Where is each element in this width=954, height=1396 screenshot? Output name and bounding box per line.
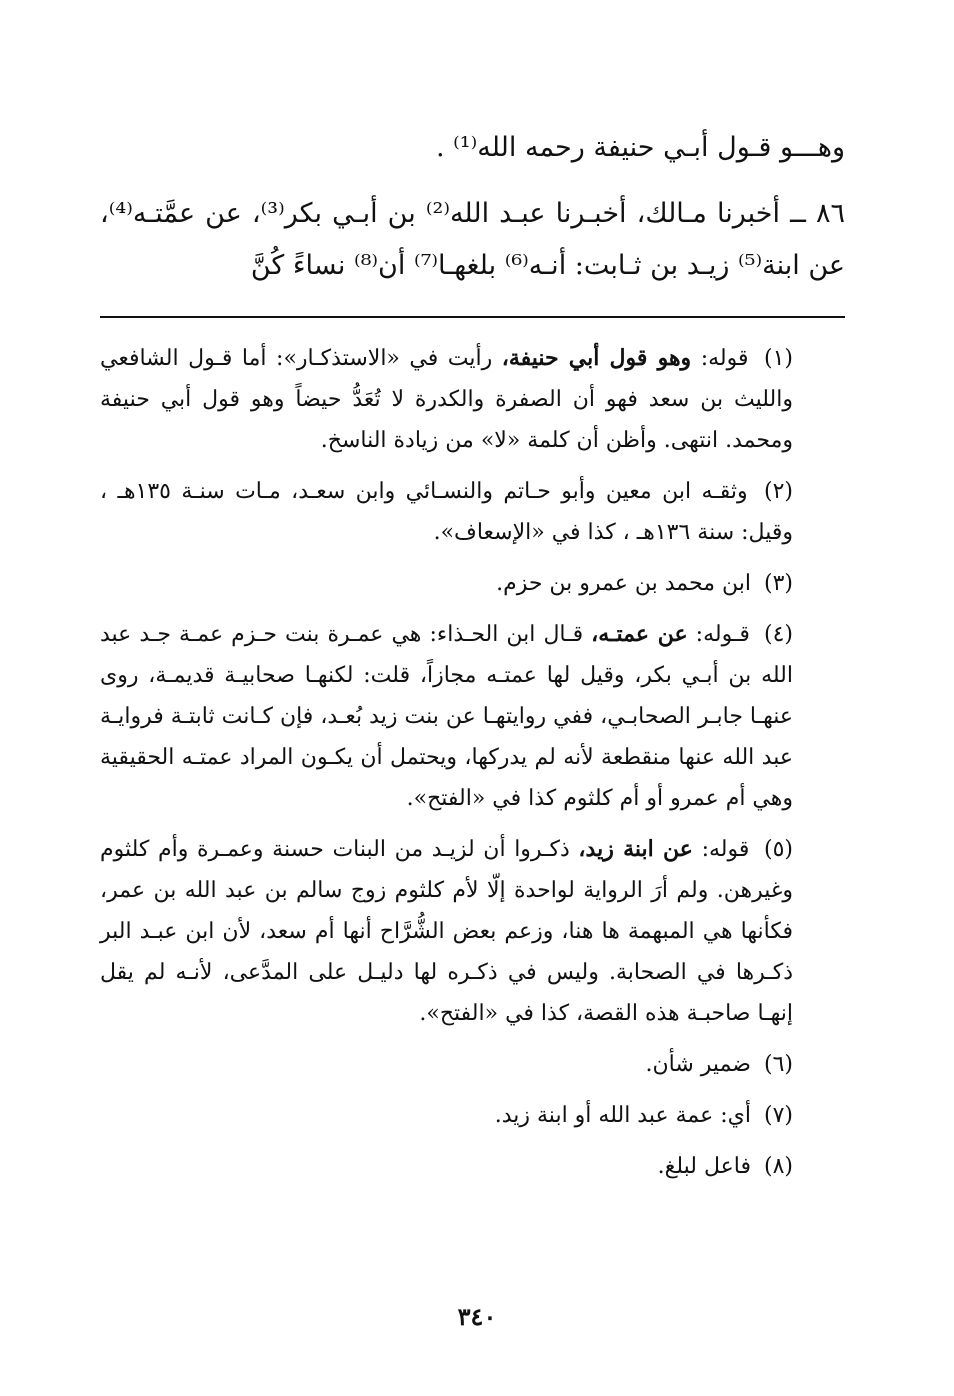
footnote-lead: قوله: (701, 837, 750, 862)
footnote-lead: قـوله: (695, 622, 750, 647)
footnote-number: (٨) (763, 1154, 793, 1179)
footnote-text: ابن محمد بن عمرو بن حزم. (496, 571, 751, 596)
footnote-6 (100, 1044, 845, 1085)
footnote-4 (100, 614, 845, 819)
footnote-1 (100, 338, 845, 461)
footnote-lead: قوله: (700, 346, 749, 371)
main-text-first-line (100, 122, 845, 174)
footnote-text: وثقـه ابن معين وأبو حـاتم والنسـائي وابن سعـد، مـات سنـة ١٣٥هـ ، وقيل: سنة ١٣٦هـ ، كذا في «الإسعاف». (100, 479, 793, 545)
footnote-text: ذكـروا أن لزيـد من البنات حسنة وعمـرة وأم كلثوم وغيرهن. ولم أرَ الرواية لواحدة إلّا لأم كلثوم زوج سالم بن عبد الله بن عمر، فكأنها هي المبهمة ها هنا، وزعم بعض الشُّرَّاح أنها أم سعد، لأن ابن عبـد البر ذكـرها في الصحابة. وليس في ذكـره لها دليـل على المدَّعى، لأنـه لم يقل إنهـا صاحبـة هذه القصة، كذا في «الفتح». (100, 837, 793, 1026)
footnote-text: فاعل لبلغ. (657, 1154, 751, 1179)
footnote-bold-heading: وهو قول أبي حنيفة، (501, 345, 692, 371)
footnote-bold-heading: عن عمتـه، (591, 621, 688, 647)
footnote-3 (100, 563, 845, 604)
footnote-text: أي: عمة عبد الله أو ابنة زيد. (494, 1103, 751, 1128)
footnote-divider (100, 316, 845, 318)
page-number: ٣٤٠ (457, 1302, 497, 1331)
hadith-paragraph (100, 188, 845, 292)
footnote-number: (٣) (763, 571, 793, 596)
footnote-number: (٤) (763, 622, 793, 647)
hadith-text: ٨٦ ــ أخبرنا مـالك، أخبـرنا عبـد الله⁽²⁾ بن أبـي بكر⁽³⁾، عن عمَّتـه⁽⁴⁾، عن ابنة⁽⁵⁾ زيـد بن ثـابت: أنـه⁽⁶⁾ بلغهـا⁽⁷⁾ أن⁽⁸⁾ نساءً كُنَّ (100, 198, 845, 281)
footnote-number: (٢) (763, 479, 793, 504)
main-text-line: وهـــو قـول أبـي حنيفة رحمه الله⁽¹⁾ . (435, 132, 845, 163)
footnote-text: قـال ابن الحـذاء: هي عمـرة بنت حـزم عمـة جـد عبد الله بن أبـي بكر، وقيل لها عمتـه مجازاً، قلت: لكنهـا صحابيـة قديمـة، روى عنهـا جابـر الصحابـي، ففي روايتهـا عن بنت زيد بُعـد، فإن كـانت ثابتـة فروايـة عبد الله عنها منقطعة لأنه لم يدركها، ويحتمل أن يكـون المراد عمتـه الحقيقية وهي أم عمرو أو أم كلثوم كذا في «الفتح». (100, 622, 793, 811)
footnote-7 (100, 1095, 845, 1136)
footnote-number: (٦) (763, 1052, 793, 1077)
footnote-2 (100, 471, 845, 553)
footnote-text: ضمير شأن. (645, 1052, 751, 1077)
footnote-5 (100, 829, 845, 1034)
footnote-number: (١) (764, 346, 794, 371)
footnote-8 (100, 1146, 845, 1187)
footnote-number: (٥) (763, 837, 793, 862)
footnote-bold-heading: عن ابنة زيد، (578, 836, 693, 862)
footnote-text: رأيت في «الاستذكـار»: أما قـول الشافعي والليث بن سعد فهو أن الصفرة والكدرة لا تُعَدُّ حيضاً وهو قول أبي حنيفة ومحمد. انتهى. وأظن أن كلمة «لا» من زيادة الناسخ. (100, 346, 793, 453)
footnote-number: (٧) (763, 1103, 793, 1128)
footnotes-section (100, 338, 845, 1197)
